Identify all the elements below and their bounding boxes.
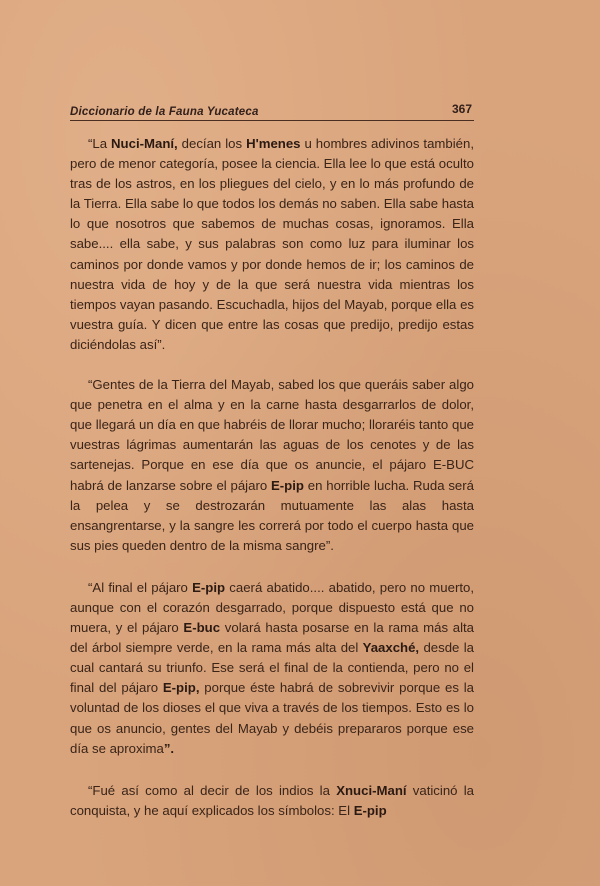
text-run: decían los	[177, 136, 247, 151]
bold-term: E-pip,	[162, 680, 200, 696]
text-run: u hombres adivinos también, pero de menor categoría, posee la ciencia. Ella lee lo que está oculto tras de los astros, en los pliegues del cielo, y en lo más profundo de la Tierra. Ella sabe lo que todos los demás no saben. Ella sabe hasta lo que nosotros que sabemos de muchas cosas, ignoramos. Ella sabe.... ella sabe, y sus palabras son como luz para iluminar los caminos por donde vamos y por donde hemos de ir; los caminos de nuestra vida de hoy y de la que será nuestra vida mientras los tiempos vayan pasando. Escuchadla, hijos del Mayab, porque ella es vuestra guía. Y dicen que entre las cosas que predijo, predijo estas diciéndolas así”.	[70, 136, 474, 352]
header-rule	[70, 120, 474, 121]
paragraph-3	[70, 578, 474, 759]
bold-term: Yaaxché,	[362, 640, 420, 656]
paragraph-1	[70, 134, 474, 355]
text-run: en horrible lucha. Ruda será la pelea y se destrozarán mutuamente las alas hasta ensangrentarse, y la sangre les correrá por todo el cuerpo hasta que sus pies queden dentro de la misma sangre”.	[70, 477, 474, 553]
paragraph-4	[70, 781, 474, 821]
paragraph-2	[70, 375, 474, 556]
bold-term: E-pip	[192, 579, 226, 595]
text-run: “La	[88, 136, 112, 151]
text-run: vaticinó la conquista, y he aquí explicados los símbolos: El	[70, 782, 475, 818]
bold-term: Xnuci-Maní	[336, 782, 407, 798]
text-run: porque éste habrá de sobrevivir porque es la voluntad de los dioses el que viva a través de los tiempos. Esto es lo que os anuncio, gentes del Mayab y debéis prepararos porque ese día se aproxima	[70, 680, 474, 756]
text-run: “Gentes de la Tierra del Mayab, sabed los que queráis saber algo que penetra en el alma y en la carne hasta desgarrarlos de dolor, que llegará un día en que habréis de llorar mucho; lloraréis tanto que vuestras lágrimas aumentarán las aguas de los cenotes y de las sartenejas. Porque en ese día que os anuncie, el pájaro E-BUC habrá de lanzarse sobre el pájaro	[70, 377, 474, 493]
body-text	[70, 134, 474, 821]
bold-term: H'menes	[246, 136, 301, 151]
page-header	[70, 101, 474, 121]
page-number: 367	[451, 102, 472, 116]
text-run: “Fué así como al decir de los indios la	[88, 782, 337, 798]
bold-term: ”.	[163, 740, 175, 756]
text-run: desde la cual cantará su triunfo. Ese será el final de la contienda, pero no el final del pájaro	[70, 640, 474, 696]
bold-term: E-pip	[270, 477, 304, 493]
running-title: Diccionario de la Fauna Yucateca	[70, 106, 259, 118]
text-run: caerá abatido.... abatido, pero no muerto, aunque con el corazón desgarrado, porque dispuesto está que no muera, y el pájaro	[70, 579, 474, 636]
bold-term: E-pip	[353, 802, 387, 818]
text-run: volará hasta posarse en la rama más alta del árbol siempre verde, en la rama más alta del	[70, 620, 475, 656]
bold-term: Nuci-Maní,	[111, 136, 178, 151]
bold-term: E-buc	[183, 620, 221, 636]
text-run: “Al final el pájaro	[88, 579, 193, 595]
